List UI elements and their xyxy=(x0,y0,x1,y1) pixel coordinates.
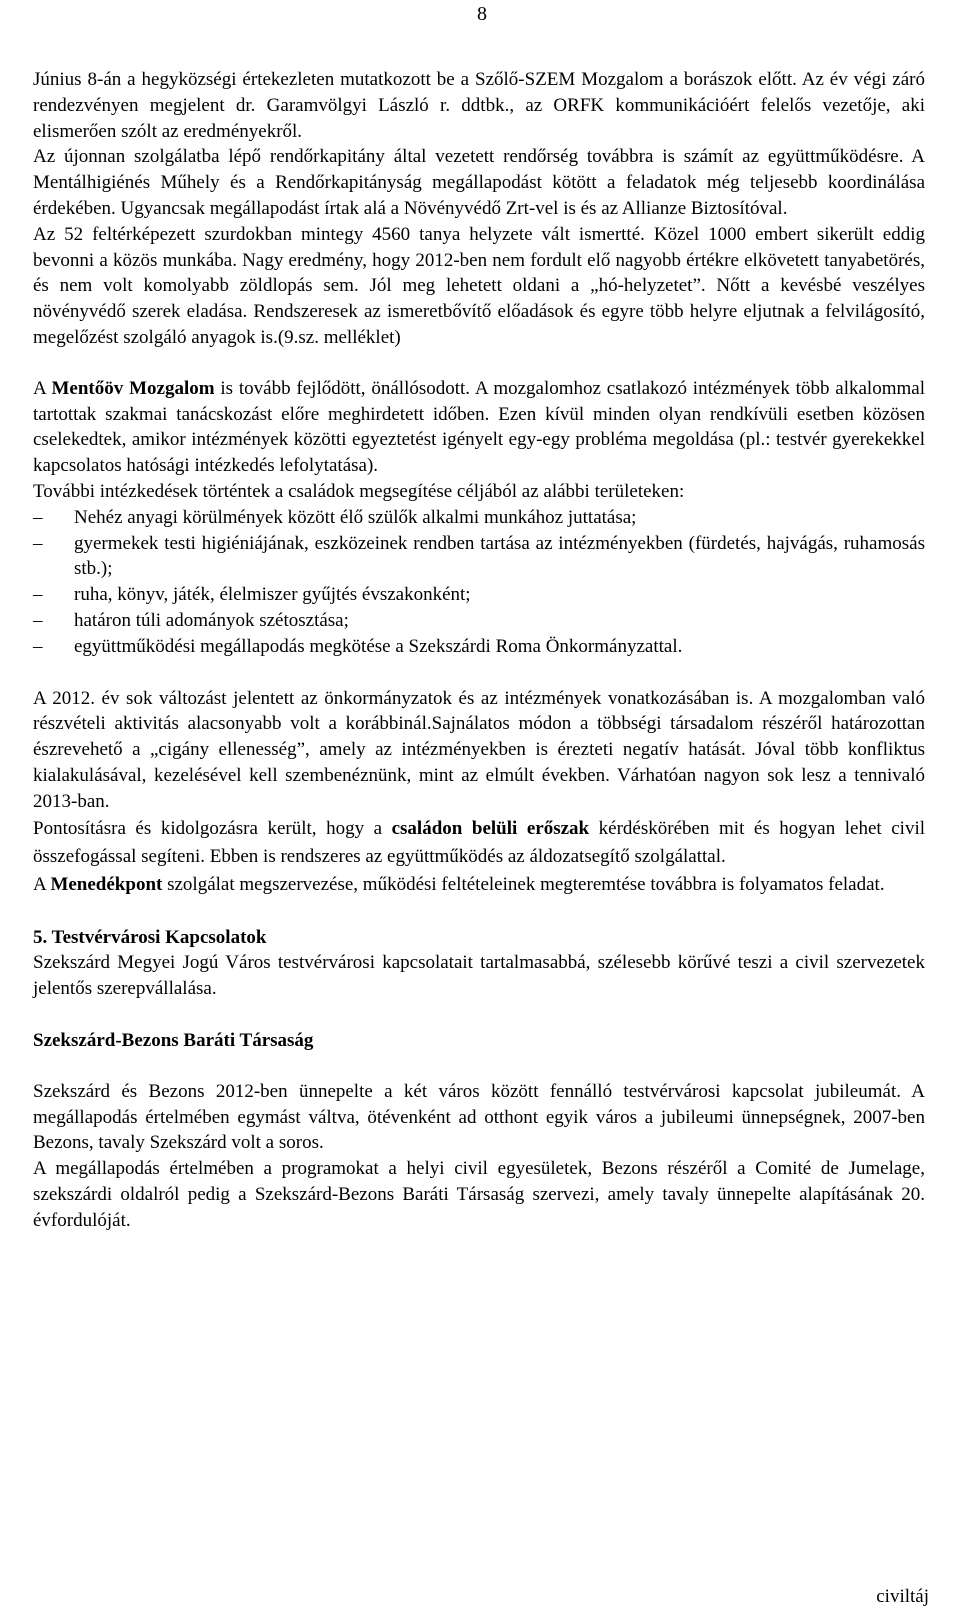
list-item: – ruha, könyv, játék, élelmiszer gyűjtés évszakonként; xyxy=(33,582,925,608)
page-number: 8 xyxy=(477,3,487,25)
page-content xyxy=(33,67,925,1233)
list-item: – gyermekek testi higiéniájának, eszközeinek rendben tartása az intézményekben (fürdetés, hajvágás, ruhamosás stb.); xyxy=(33,531,925,583)
paragraph-bezons-jubileum: Szekszárd és Bezons 2012-ben ünnepelte a két város között fennálló testvérvárosi kapcsolat jubileumát. A megállapodás értelmében egymást váltva, ötévenként ad otthont egyik város a jubileumi ünnepségnek, 2007-ben Bezons, tavaly Szekszárd volt a soros. xyxy=(33,1080,925,1154)
measures-list xyxy=(33,505,925,660)
paragraph-testvervarosi: Szekszárd Megyei Jogú Város testvérvárosi kapcsolatait tartalmasabbá, szélesebb körűvé teszi a civil szervezetek jelentős szerepvállalása. xyxy=(33,952,925,1000)
csaladon-post: kérdéskörében mit és hogyan lehet civil összefogással segíteni. Ebben is rendszeres az együttműködés az áldozatsegítő szolgálattal. xyxy=(33,817,926,867)
list-item: – együttműködési megállapodás megkötése a Szekszárdi Roma Önkormányzattal. xyxy=(33,634,925,660)
paragraph-bezons-programok: A megállapodás értelmében a programokat a helyi civil egyesületek, Bezons részéről a Comité de Jumelage, szekszárdi oldalról pedig a Szekszárd-Bezons Baráti Társaság szervezi, amely tavaly ünnepelte alapításának 20. évfordulóját. xyxy=(33,1158,925,1231)
menedekpont-bold: Menedékpont xyxy=(50,873,163,895)
list-item: – határon túli adományok szétosztása; xyxy=(33,608,925,634)
paragraph-intezkedesek: További intézkedések történtek a családok megsegítése céljából az alábbi területeken: xyxy=(33,480,685,502)
paragraph-2012-valtozasok: A 2012. év sok változást jelentett az önkormányzatok és az intézmények vonatkozásában is. A mozgalomban való részvételi aktivitás alacsonyabb volt a korábbinál.Sajnálatos módon a többségi társadalom részéről határozottan észrevehető a „cigány ellenesség”, amely az intézményekben is érezteti negatív hatását. Jóval több konfliktus kialakulásával, kezelésével kell szembenéznünk, mint az elmúlt években. Várhatóan nagyon sok lesz a tennivaló 2013-ban. xyxy=(33,687,925,812)
mentoov-post: is tovább fejlődött, önállósodott. A mozgalomhoz csatlakozó intézmények több alkalommal tartottak szakmai tanácskozást előre meghirdetett időben. Ezen kívül minden olyan rendkívüli esetben közösen cselekedtek, amikor intézmények közötti egyeztetést igényelt egy-egy probléma megoldása (pl.: testvér gyerekekkel kapcsolatos hatósági intézkedés lefolytatása). xyxy=(33,377,925,477)
csaladon-bold: családon belüli erőszak xyxy=(391,817,590,839)
mentoov-bold: Mentőöv Mozgalom xyxy=(51,377,215,399)
section-heading-bezons: Szekszárd-Bezons Baráti Társaság xyxy=(33,1029,314,1051)
paragraph-menedekpont xyxy=(33,871,925,899)
menedekpont-pre: A xyxy=(33,873,51,895)
section-heading-testvervarosi: 5. Testvérvárosi Kapcsolatok xyxy=(33,926,267,948)
footer-label: civiltáj xyxy=(876,1586,929,1607)
paragraph-mentoov xyxy=(33,376,925,479)
paragraph-rendorseg: Az újonnan szolgálatba lépő rendőrkapitány által vezetett rendőrség továbbra is számít az együttműködésre. A Mentálhigiénés Műhely és a Rendőrkapitányság megállapodást kötött a feladatok még teljesebb koordinálása érdekében. Ugyancsak megállapodást írtak alá a Növényvédő Zrt-vel is és az Allianze Biztosítóval. xyxy=(33,146,925,219)
menedekpont-post: szolgálat megszervezése, működési feltételeinek megteremtése továbbra is folyamatos feladat. xyxy=(162,873,885,895)
mentoov-pre: A xyxy=(33,377,52,399)
paragraph-tanyak: Az 52 feltérképezett szurdokban mintegy 4560 tanya helyzete vált ismertté. Közel 1000 embert sikerült eddig bevonni a közös munkába. Nagy eredmény, hogy 2012-ben nem fordult elő nagyobb értékre elkövetett tanyabetörés, és nem volt komolyabb zöldlopás sem. Jól meg lehetett oldani a „hó-helyzetet”. Nőtt a kevésbé veszélyes növényvédő szerek eladása. Rendszeresek az ismeretbővítő előadások és egyre több helyre eljutnak a felvilágosító, megelőzést szolgáló anyagok is.(9.sz. melléklet) xyxy=(33,223,925,348)
csaladon-pre: Pontosításra és kidolgozásra került, hogy a xyxy=(33,817,392,839)
list-item: – Nehéz anyagi körülmények között élő szülők alkalmi munkához juttatása; xyxy=(33,505,925,531)
paragraph-szolo-szem: Június 8-án a hegyközségi értekezleten mutatkozott be a Szőlő-SZEM Mozgalom a borászok előtt. Az év végi záró rendezvényen megjelent dr. Garamvölgyi László r. ddtbk., az ORFK kommunikációért felelős vezetője, aki elismerően szólt az eredményekről. xyxy=(33,69,925,142)
paragraph-csaladon-beluli xyxy=(33,815,925,871)
